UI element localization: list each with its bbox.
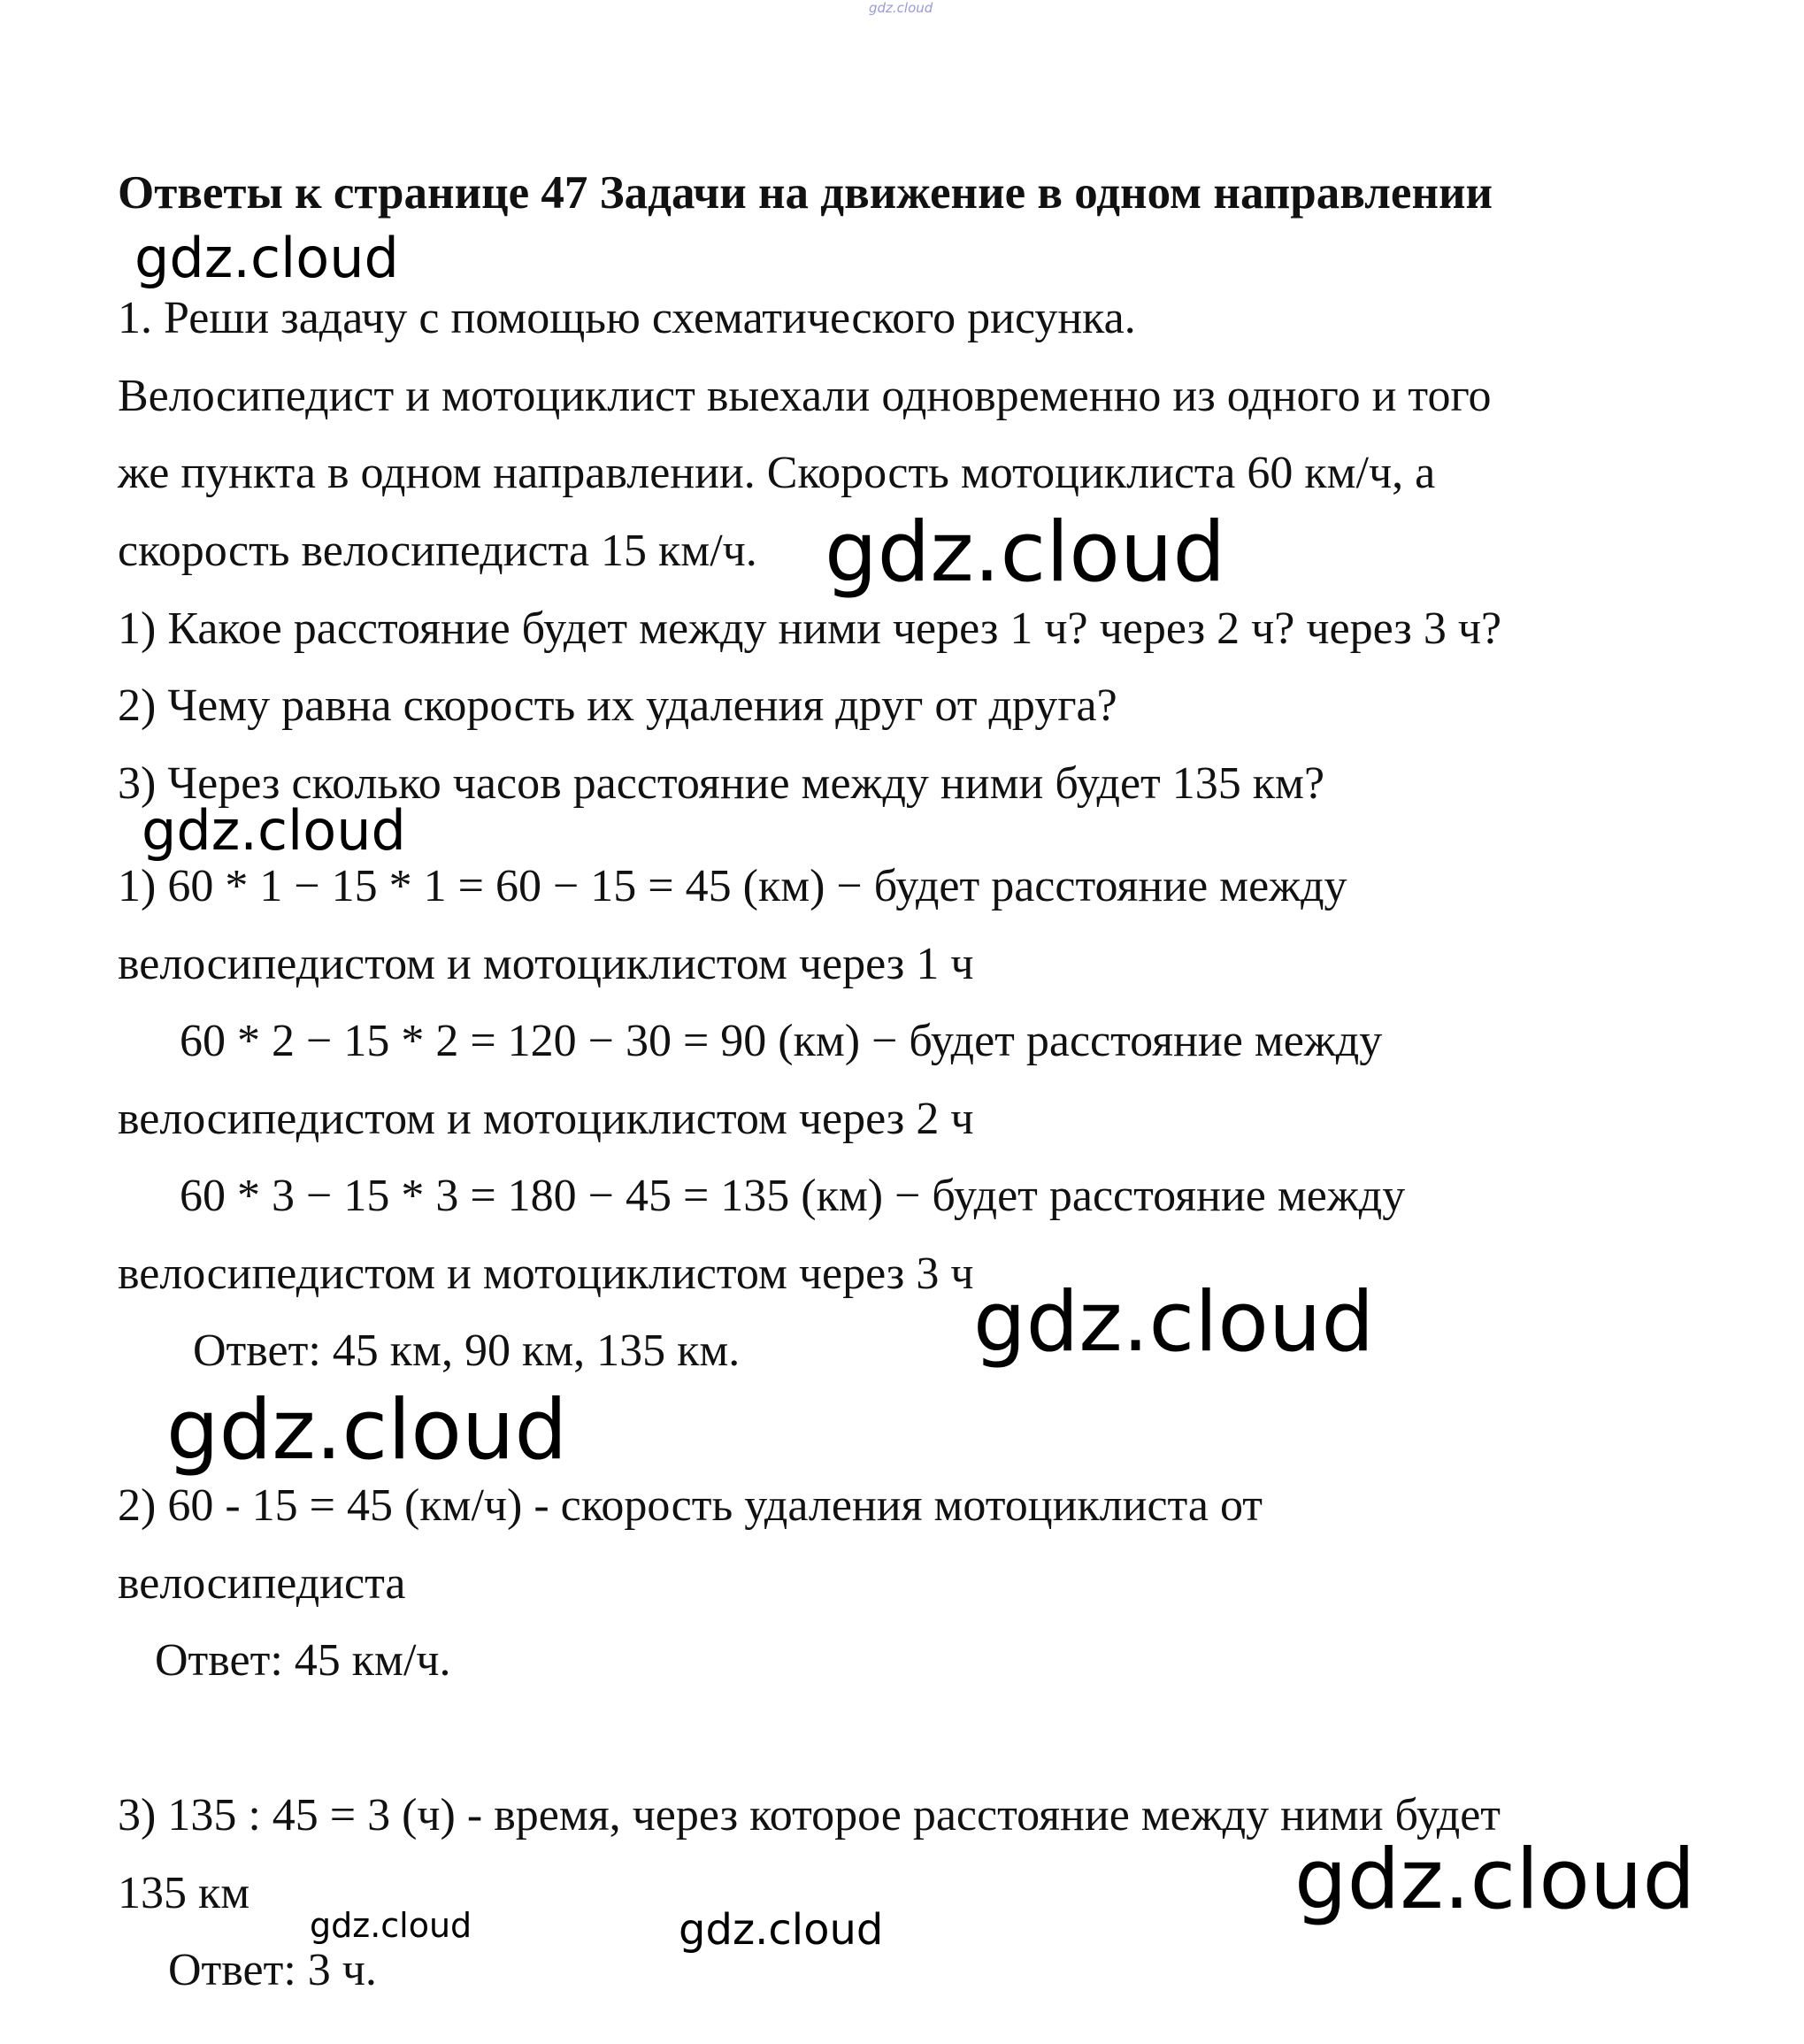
- task-question: 2) Чему равна скорость их удаления друг от друга?: [118, 680, 1117, 731]
- task-line: Велосипедист и мотоциклист выехали одновременно из одного и того: [118, 371, 1492, 421]
- answer-text: Ответ: 45 км, 90 км, 135 км.: [193, 1326, 741, 1376]
- answer-text: Ответ: 45 км/ч.: [155, 1635, 451, 1686]
- solution-line: 1) 60 * 1 − 15 * 1 = 60 − 15 = 45 (км) − будет расстояние между: [118, 861, 1347, 911]
- task-question: 1) Какое расстояние будет между ними через 1 ч? через 2 ч? через 3 ч?: [118, 603, 1502, 654]
- task-question: 3) Через сколько часов расстояние между ними будет 135 км?: [118, 758, 1325, 809]
- solution-line: 60 * 2 − 15 * 2 = 120 − 30 = 90 (км) − будет расстояние между: [180, 1016, 1383, 1066]
- task-line: 1. Реши задачу с помощью схематического рисунка.: [118, 293, 1136, 343]
- solution-line: 60 * 3 − 15 * 3 = 180 − 45 = 135 (км) − будет расстояние между: [180, 1171, 1406, 1221]
- watermark: gdz.cloud: [679, 1905, 884, 1955]
- solution-line: 2) 60 - 15 = 45 (км/ч) - скорость удаления мотоциклиста от: [118, 1480, 1263, 1531]
- watermark: gdz.cloud: [1294, 1832, 1696, 1928]
- watermark: gdz.cloud: [142, 798, 406, 863]
- answer-text: Ответ: 3 ч.: [168, 1945, 377, 1995]
- watermark: gdz.cloud: [973, 1274, 1375, 1371]
- solution-line: велосипедиста: [118, 1558, 406, 1609]
- task-line: же пункта в одном направлении. Скорость мотоциклиста 60 км/ч, а: [118, 448, 1436, 498]
- watermark: gdz.cloud: [134, 226, 399, 290]
- page-title: Ответы к странице 47 Задачи на движение в одном направлении: [118, 167, 1493, 219]
- solution-line: 3) 135 : 45 = 3 (ч) - время, через которое расстояние между ними будет: [118, 1790, 1501, 1840]
- watermark: gdz.cloud: [166, 1382, 568, 1479]
- solution-line: 135 км: [118, 1868, 250, 1918]
- solution-line: велосипедистом и мотоциклистом через 3 ч: [118, 1249, 974, 1299]
- solution-line: велосипедистом и мотоциклистом через 1 ч: [118, 939, 974, 989]
- solution-line: велосипедистом и мотоциклистом через 2 ч: [118, 1094, 974, 1144]
- watermark: gdz.cloud: [310, 1906, 472, 1945]
- watermark: gdz.cloud: [825, 504, 1226, 601]
- task-line: скорость велосипедиста 15 км/ч.: [118, 526, 757, 576]
- watermark-top: gdz.cloud: [869, 0, 933, 16]
